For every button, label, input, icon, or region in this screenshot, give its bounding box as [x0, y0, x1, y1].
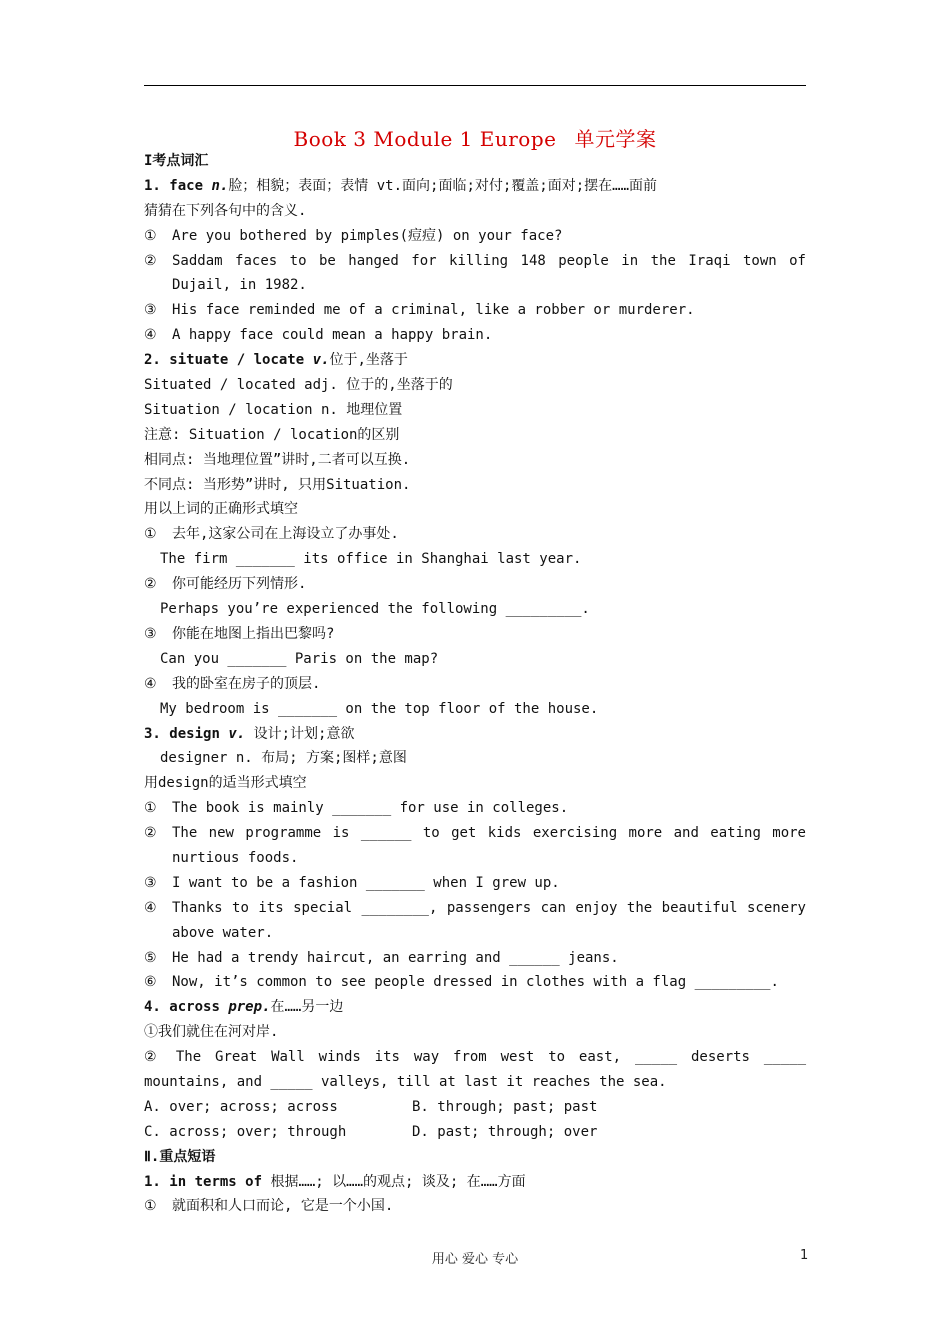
title-chinese: 单元学案 — [574, 127, 657, 151]
note-line: designer n. 布局; 方案;图样;意图 — [160, 750, 407, 767]
headword: in terms of — [169, 1173, 263, 1190]
exercise-item: ② The Great Wall winds its way from west to east, _____ deserts _____ — [144, 1049, 806, 1066]
section-heading-vocabulary: I考点词汇 — [144, 153, 209, 169]
exercise-prompt: ③ 你能在地图上指出巴黎吗? — [144, 625, 335, 642]
note-line: 注意: Situation / location的区别 — [144, 426, 400, 443]
exercise-item-continued: mountains, and _____ valleys, till at last it reaches the sea. — [144, 1074, 667, 1091]
exercise-blank-sentence: My bedroom is _______ on the top floor of the house. — [160, 700, 599, 717]
definition: 设计;计划;意欲 — [253, 725, 355, 742]
note-line: Situated / located adj. 位于的,坐落于的 — [144, 377, 453, 394]
headword: situate / locate — [169, 352, 305, 369]
option-b: B. through; past; past — [412, 1098, 598, 1115]
instruction: 用以上词的正确形式填空 — [144, 501, 298, 518]
page-number: 1 — [800, 1248, 809, 1263]
part-of-speech: v. — [312, 352, 330, 369]
part-of-speech: v. — [228, 725, 246, 742]
page-title — [0, 123, 950, 152]
option-d: D. past; through; over — [412, 1123, 598, 1140]
note-line: 不同点: 当形势”讲时, 只用Situation. — [144, 476, 411, 493]
exercise-prompt: ① 就面积和人口而论, 它是一个小国. — [144, 1198, 394, 1215]
headword: across — [169, 999, 220, 1016]
part-of-speech: prep. — [228, 999, 271, 1016]
word-entry-situate: 2. situate / locate v.位于,坐落于 — [144, 352, 408, 369]
exercise-item: ③ I want to be a fashion _______ when I grew up. — [144, 874, 560, 891]
option-a: A. over; across; across — [144, 1098, 338, 1115]
instruction: 猜猜在下列各句中的含义. — [144, 202, 307, 219]
instruction: 用design的适当形式填空 — [144, 775, 307, 792]
page-footer — [0, 1248, 950, 1268]
note-line: 相同点: 当地理位置”讲时,二者可以互换. — [144, 451, 411, 468]
exercise-blank-sentence: Perhaps you’re experienced the following _________. — [160, 601, 590, 618]
exercise-prompt: ① 去年,这家公司在上海设立了办事处. — [144, 526, 399, 543]
exercise-blank-sentence: Can you _______ Paris on the map? — [160, 650, 439, 667]
exercise-prompt: ④ 我的卧室在房子的顶层. — [144, 675, 321, 692]
definition: 位于,坐落于 — [329, 352, 408, 369]
phrase-entry-in-terms-of: 1. in terms of 根据……; 以……的观点; 谈及; 在……方面 — [144, 1173, 526, 1190]
headword: face — [169, 177, 204, 194]
exercise-item: ② The new programme is ______ to get kids exercising more and eating more — [144, 825, 806, 842]
part-of-speech: n. — [211, 177, 229, 194]
exercise-item-continued: above water. — [172, 924, 274, 941]
section-heading-phrases: Ⅱ.重点短语 — [144, 1148, 216, 1165]
definition: 在……另一边 — [270, 999, 344, 1016]
footer-motto: 用心 爱心 专心 — [431, 1252, 519, 1267]
exercise-item-continued: nurtious foods. — [172, 849, 299, 866]
exercise-item: ④ Thanks to its special ________, passengers can enjoy the beautiful scenery — [144, 899, 806, 916]
definition: 根据……; 以……的观点; 谈及; 在……方面 — [270, 1173, 526, 1190]
option-c: C. across; over; through — [144, 1123, 347, 1140]
headword: design — [169, 725, 220, 742]
exercise-item: ⑥ Now, it’s common to see people dressed in clothes with a flag _________. — [144, 974, 779, 991]
exercise-item: ①我们就住在河对岸. — [144, 1024, 279, 1041]
example-sentence: ③ His face reminded me of a criminal, like a robber or murderer. — [144, 302, 695, 319]
example-sentence-continued: Dujail, in 1982. — [172, 277, 307, 294]
answer-options — [144, 1120, 806, 1145]
definition: 脸；相貌；表面；表情 vt.面向;面临;对付;覆盖;面对;摆在……面前 — [228, 177, 658, 194]
word-entry-face: 1. face n.脸；相貌；表面；表情 vt.面向;面临;对付;覆盖;面对;摆在……面前 — [144, 177, 658, 194]
exercise-blank-sentence: The firm _______ its office in Shanghai last year. — [160, 551, 582, 568]
example-sentence: ④ A happy face could mean a happy brain. — [144, 327, 493, 344]
header-rule — [144, 85, 806, 86]
document-body — [144, 149, 806, 1219]
answer-options — [144, 1095, 806, 1120]
word-entry-across: 4. across prep.在……另一边 — [144, 999, 344, 1016]
word-entry-design: 3. design v. 设计;计划;意欲 — [144, 725, 355, 742]
title-english: Book 3 Module 1 Europe — [293, 127, 557, 151]
example-sentence: ② Saddam faces to be hanged for killing 148 people in the Iraqi town of — [144, 252, 806, 269]
note-line: Situation / location n. 地理位置 — [144, 401, 403, 418]
exercise-item: ⑤ He had a trendy haircut, an earring and ______ jeans. — [144, 949, 619, 966]
exercise-item: ① The book is mainly _______ for use in colleges. — [144, 800, 569, 817]
exercise-prompt: ② 你可能经历下列情形. — [144, 576, 307, 593]
example-sentence: ① Are you bothered by pimples(痘痘) on your face? — [144, 227, 563, 244]
